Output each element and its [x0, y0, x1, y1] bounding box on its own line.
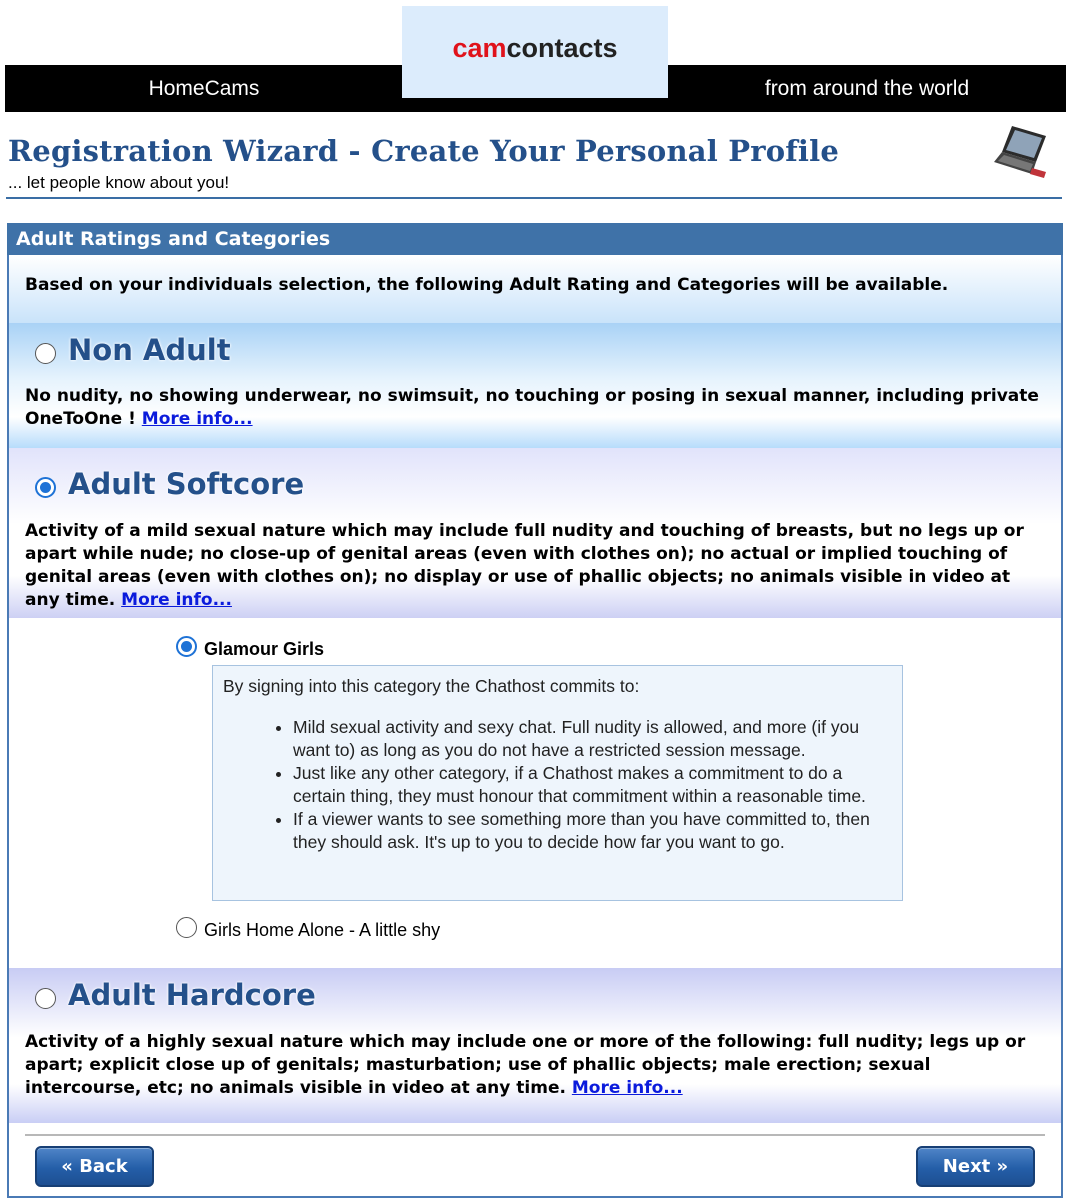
- adult-softcore-description: [25, 520, 1040, 612]
- girls-home-alone-radio[interactable]: [176, 917, 197, 938]
- adult-hardcore-more-info-link[interactable]: More info...: [571, 1078, 683, 1098]
- page-subtitle: ... let people know about you!: [8, 173, 230, 192]
- homecams-tagline: HomeCams: [148, 76, 260, 100]
- girls-home-alone-label[interactable]: Girls Home Alone - A little shy: [204, 920, 441, 940]
- logo-cam-text: cam: [452, 32, 507, 63]
- camcontacts-logo[interactable]: [402, 6, 668, 98]
- back-button[interactable]: « Back: [35, 1146, 154, 1187]
- non-adult-title: Non Adult: [68, 333, 231, 367]
- non-adult-radio[interactable]: [35, 343, 56, 364]
- commitment-list: [241, 716, 881, 854]
- commitment-item: • Just like any other category, if a Chathost makes a commitment to do a certain thing, they must honour that commitment within a reasonable time.: [293, 762, 881, 808]
- commitment-intro: By signing into this category the Chathost commits to:: [223, 676, 640, 696]
- adult-hardcore-description: [25, 1031, 1040, 1100]
- adult-hardcore-description-text: Activity of a highly sexual nature which may include one or more of the following: full nudity; legs up or apart; explicit close up of genitals; masturbation; use of phallic objects; male erection; sexual intercourse, etc; no animals visible in video at any time.: [25, 1032, 1026, 1098]
- commitment-box: [212, 665, 903, 901]
- adult-hardcore-radio[interactable]: [35, 988, 56, 1009]
- page-title: Registration Wizard - Create Your Personal Profile: [8, 134, 840, 168]
- next-button[interactable]: Next »: [916, 1146, 1035, 1187]
- panel-header: Adult Ratings and Categories: [7, 223, 1063, 255]
- logo-contacts-text: contacts: [506, 32, 618, 63]
- adult-softcore-more-info-link[interactable]: More info...: [121, 590, 232, 610]
- footer-divider: [25, 1134, 1045, 1136]
- adult-softcore-title: Adult Softcore: [68, 467, 305, 501]
- adult-softcore-radio[interactable]: [35, 477, 56, 498]
- non-adult-description: [25, 385, 1040, 431]
- commitment-item: • Mild sexual activity and sexy chat. Full nudity is allowed, and more (if you want to) as long as you do not have a restricted session message.: [293, 716, 881, 762]
- non-adult-more-info-link[interactable]: More info...: [141, 409, 253, 429]
- intro-text: Based on your individuals selection, the following Adult Rating and Categories will be available.: [25, 275, 949, 295]
- around-world-tagline: from around the world: [764, 76, 970, 100]
- glamour-girls-label[interactable]: Glamour Girls: [204, 639, 325, 659]
- adult-hardcore-title: Adult Hardcore: [68, 978, 316, 1012]
- adult-softcore-description-text: Activity of a mild sexual nature which may include full nudity and touching of breasts, but no legs up or apart while nude; no close-up of genital areas (even with clothes on); no actual or implied touching of genital areas (even with clothes on); no display or use of phallic objects; no animals visible in video at any time.: [25, 521, 1024, 610]
- title-divider: [6, 197, 1062, 199]
- commitment-item: • If a viewer wants to see something more than you have committed to, then they should ask. It's up to you to decide how far you want to go.: [293, 808, 881, 854]
- non-adult-description-text: No nudity, no showing underwear, no swimsuit, no touching or posing in sexual manner, including private OneToOne !: [25, 386, 1039, 429]
- glamour-girls-radio[interactable]: [176, 636, 197, 657]
- laptop-icon: [992, 124, 1052, 180]
